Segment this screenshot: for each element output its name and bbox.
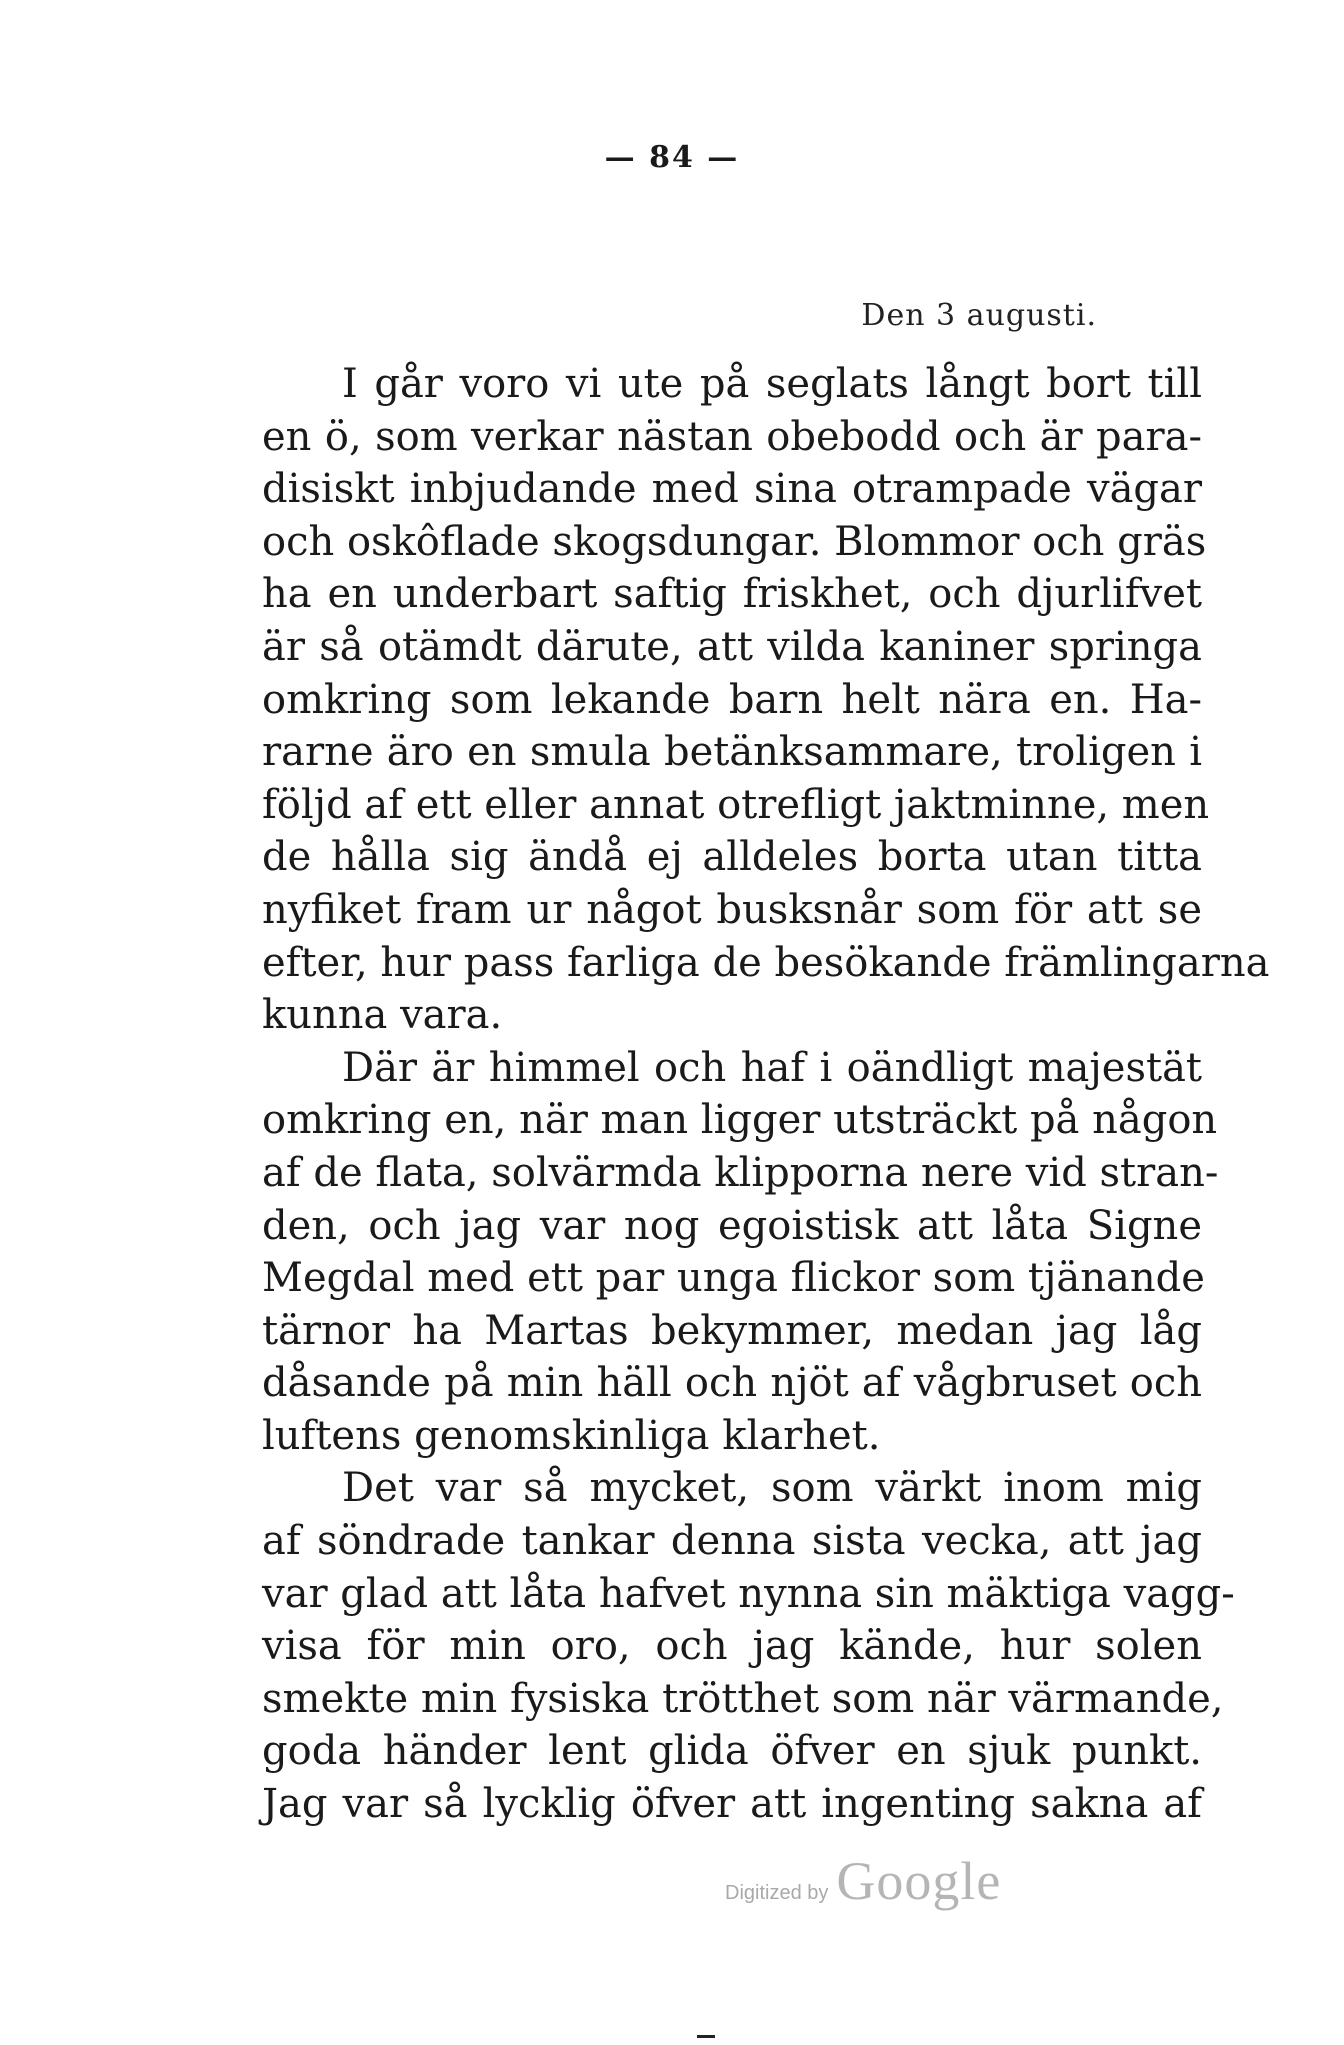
text-line: följd af ett eller annat otrefligt jaktminne, men [262,781,1210,828]
text-line: Megdal med ett par unga flickor som tjänande [262,1255,1205,1302]
text-line: efter, hur pass farliga de besökande främlingarna [262,939,1270,986]
scan-mark [697,2035,715,2038]
text-line: visa för min oro, och jag kände, hur solen [262,1623,1202,1670]
watermark-prefix: Digitized by [725,1882,829,1904]
text-line: är så otämdt därute, att vilda kaniner springa [262,623,1202,670]
text-line: ha en underbart saftig friskhet, och djurlifvet [262,571,1202,618]
text-line: den, och jag var nog egoistisk att låta Signe [262,1202,1202,1249]
text-line: af söndrade tankar denna sista vecka, att jag [262,1518,1202,1565]
text-line: nyfiket fram ur något busksnår som för att se [262,886,1202,933]
google-logo: Google [836,1851,1002,1911]
text-line: smekte min fysiska trötthet som när värmande, [262,1675,1224,1722]
text-line: Det var så mycket, som värkt inom mig [342,1465,1202,1512]
text-line: de hålla sig ändå ej alldeles borta utan titta [262,834,1202,881]
text-line: Där är himmel och haf i oändligt majestät [342,1044,1202,1091]
text-line: rarne äro en smula betänksammare, troligen i [262,729,1202,776]
text-line: var glad att låta hafvet nynna sin mäktiga vagg- [262,1570,1235,1617]
text-line: tärnor ha Martas bekymmer, medan jag låg [262,1307,1202,1354]
text-line: kunna vara. [262,992,503,1039]
text-line: omkring som lekande barn helt nära en. Ha- [262,676,1202,723]
text-line: goda händer lent glida öfver en sjuk punkt. [262,1728,1202,1775]
text-line: en ö, som verkar nästan obebodd och är para- [262,413,1202,460]
text-line: disiskt inbjudande med sina otrampade vägar [262,466,1202,513]
text-line: och oskôflade skogsdungar. Blommor och gräs [262,518,1207,565]
letter-date: Den 3 augusti. [861,298,1097,333]
digitized-watermark [725,1850,1001,1912]
text-line: af de flata, solvärmda klipporna nere vid stran- [262,1149,1219,1196]
text-line: dåsande på min häll och njöt af vågbruset och [262,1360,1202,1407]
page-number: — 84 — [604,140,740,175]
text-line: I går voro vi ute på seglats långt bort till [342,361,1202,407]
body-text [262,358,1270,1831]
text-line: luftens genomskinliga klarhet. [262,1412,881,1459]
text-line: Jag var så lycklig öfver att ingenting sakna af [262,1781,1202,1828]
text-line: omkring en, när man ligger utsträckt på någon [262,1097,1218,1144]
